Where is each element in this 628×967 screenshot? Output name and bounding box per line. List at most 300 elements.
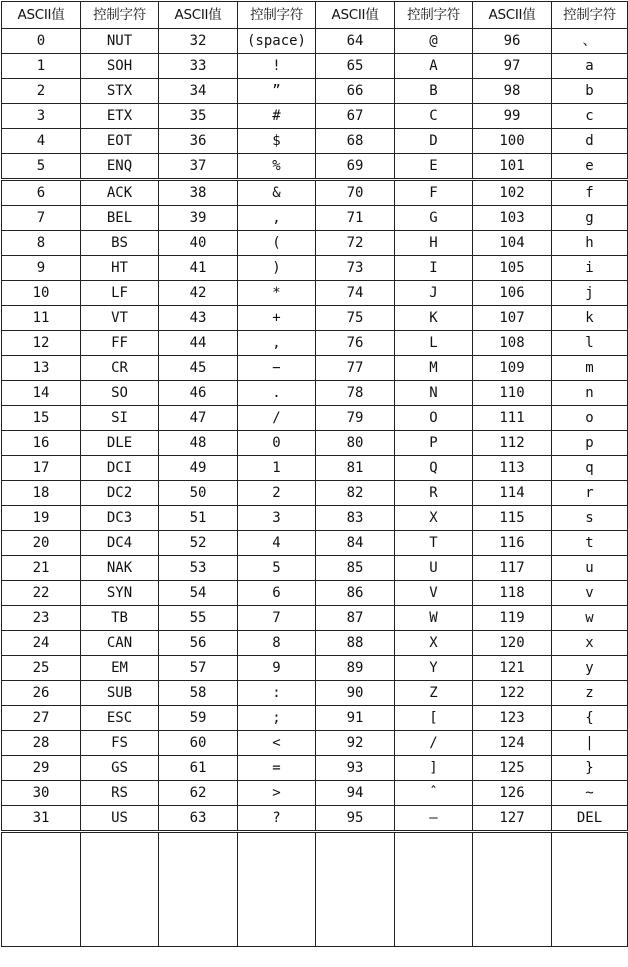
- table-row: [2, 756, 628, 781]
- ascii-value-cell: 34: [159, 79, 238, 104]
- ascii-value-cell: 48: [159, 431, 238, 456]
- ascii-value-cell: 99: [473, 104, 552, 129]
- ascii-value-cell: 104: [473, 231, 552, 256]
- ascii-value-cell: 41: [159, 256, 238, 281]
- control-char-cell: l: [552, 331, 628, 356]
- table-row: [2, 806, 628, 832]
- header-control-char: 控制字符: [552, 2, 628, 29]
- control-char-cell: {: [552, 706, 628, 731]
- control-char-cell: X: [395, 506, 473, 531]
- control-char-cell: =: [238, 756, 316, 781]
- table-row: [2, 681, 628, 706]
- control-char-cell: Y: [395, 656, 473, 681]
- ascii-value-cell: 36: [159, 129, 238, 154]
- control-char-cell: n: [552, 381, 628, 406]
- table-row: [2, 281, 628, 306]
- header-control-char: 控制字符: [81, 2, 159, 29]
- ascii-value-cell: 73: [316, 256, 395, 281]
- control-char-cell: z: [552, 681, 628, 706]
- ascii-value-cell: 22: [2, 581, 81, 606]
- control-char-cell: 8: [238, 631, 316, 656]
- table-row: [2, 431, 628, 456]
- control-char-cell: ˆ: [395, 781, 473, 806]
- control-char-cell: R: [395, 481, 473, 506]
- ascii-value-cell: 68: [316, 129, 395, 154]
- ascii-value-cell: 84: [316, 531, 395, 556]
- ascii-value-cell: 53: [159, 556, 238, 581]
- ascii-value-cell: 51: [159, 506, 238, 531]
- control-char-cell: 3: [238, 506, 316, 531]
- control-char-cell: RS: [81, 781, 159, 806]
- control-char-cell: c: [552, 104, 628, 129]
- ascii-value-cell: 17: [2, 456, 81, 481]
- control-char-cell: <: [238, 731, 316, 756]
- control-char-cell: BEL: [81, 206, 159, 231]
- ascii-value-cell: 63: [159, 806, 238, 832]
- ascii-value-cell: 89: [316, 656, 395, 681]
- ascii-value-cell: 30: [2, 781, 81, 806]
- ascii-value-cell: 56: [159, 631, 238, 656]
- ascii-value-cell: 82: [316, 481, 395, 506]
- control-char-cell: DC2: [81, 481, 159, 506]
- table-row: [2, 706, 628, 731]
- control-char-cell: SYN: [81, 581, 159, 606]
- ascii-value-cell: 29: [2, 756, 81, 781]
- ascii-value-cell: 81: [316, 456, 395, 481]
- ascii-value-cell: 4: [2, 129, 81, 154]
- control-char-cell: @: [395, 29, 473, 54]
- control-char-cell: [: [395, 706, 473, 731]
- table-row: [2, 79, 628, 104]
- control-char-cell: 5: [238, 556, 316, 581]
- ascii-value-cell: 96: [473, 29, 552, 54]
- ascii-value-cell: 115: [473, 506, 552, 531]
- ascii-value-cell: 113: [473, 456, 552, 481]
- control-char-cell: ]: [395, 756, 473, 781]
- ascii-value-cell: 18: [2, 481, 81, 506]
- control-char-cell: L: [395, 331, 473, 356]
- ascii-value-cell: 42: [159, 281, 238, 306]
- ascii-value-cell: 66: [316, 79, 395, 104]
- control-char-cell: H: [395, 231, 473, 256]
- control-char-cell: u: [552, 556, 628, 581]
- ascii-value-cell: 102: [473, 180, 552, 206]
- ascii-value-cell: 35: [159, 104, 238, 129]
- ascii-value-cell: 52: [159, 531, 238, 556]
- control-char-cell: SI: [81, 406, 159, 431]
- control-char-cell: t: [552, 531, 628, 556]
- ascii-value-cell: 75: [316, 306, 395, 331]
- table-row: [2, 456, 628, 481]
- control-char-cell: 2: [238, 481, 316, 506]
- ascii-value-cell: 44: [159, 331, 238, 356]
- control-char-cell: ?: [238, 806, 316, 832]
- control-char-cell: STX: [81, 79, 159, 104]
- ascii-value-cell: 65: [316, 54, 395, 79]
- control-char-cell: NAK: [81, 556, 159, 581]
- ascii-value-cell: 5: [2, 154, 81, 180]
- control-char-cell: 7: [238, 606, 316, 631]
- control-char-cell: 、: [552, 29, 628, 54]
- table-row: [2, 506, 628, 531]
- control-char-cell: s: [552, 506, 628, 531]
- ascii-value-cell: 112: [473, 431, 552, 456]
- ascii-value-cell: 7: [2, 206, 81, 231]
- control-char-cell: .: [238, 381, 316, 406]
- ascii-value-cell: 69: [316, 154, 395, 180]
- control-char-cell: FS: [81, 731, 159, 756]
- table-row: [2, 29, 628, 54]
- ascii-value-cell: 95: [316, 806, 395, 832]
- control-char-cell: SO: [81, 381, 159, 406]
- ascii-value-cell: 23: [2, 606, 81, 631]
- table-row: [2, 256, 628, 281]
- ascii-value-cell: 2: [2, 79, 81, 104]
- control-char-cell: 0: [238, 431, 316, 456]
- ascii-value-cell: 101: [473, 154, 552, 180]
- ascii-value-cell: 55: [159, 606, 238, 631]
- ascii-value-cell: 13: [2, 356, 81, 381]
- control-char-cell: ~: [552, 781, 628, 806]
- control-char-cell: M: [395, 356, 473, 381]
- control-char-cell: B: [395, 79, 473, 104]
- control-char-cell: P: [395, 431, 473, 456]
- ascii-value-cell: 16: [2, 431, 81, 456]
- control-char-cell: +: [238, 306, 316, 331]
- control-char-cell: FF: [81, 331, 159, 356]
- control-char-cell: GS: [81, 756, 159, 781]
- ascii-value-cell: 67: [316, 104, 395, 129]
- control-char-cell: −: [238, 356, 316, 381]
- ascii-value-cell: 83: [316, 506, 395, 531]
- table-row: [2, 581, 628, 606]
- control-char-cell: Z: [395, 681, 473, 706]
- ascii-value-cell: 12: [2, 331, 81, 356]
- ascii-value-cell: 45: [159, 356, 238, 381]
- ascii-value-cell: 40: [159, 231, 238, 256]
- ascii-value-cell: 100: [473, 129, 552, 154]
- control-char-cell: y: [552, 656, 628, 681]
- ascii-value-cell: 108: [473, 331, 552, 356]
- ascii-value-cell: 107: [473, 306, 552, 331]
- table-row: [2, 206, 628, 231]
- control-char-cell: 6: [238, 581, 316, 606]
- control-char-cell: CR: [81, 356, 159, 381]
- table-row: [2, 54, 628, 79]
- control-char-cell: N: [395, 381, 473, 406]
- table-row: [2, 656, 628, 681]
- ascii-value-cell: 106: [473, 281, 552, 306]
- table-row: [2, 556, 628, 581]
- table-row: [2, 781, 628, 806]
- table-row: [2, 631, 628, 656]
- control-char-cell: ): [238, 256, 316, 281]
- ascii-value-cell: 122: [473, 681, 552, 706]
- ascii-value-cell: 27: [2, 706, 81, 731]
- control-char-cell: LF: [81, 281, 159, 306]
- ascii-value-cell: 114: [473, 481, 552, 506]
- control-char-cell: g: [552, 206, 628, 231]
- control-char-cell: k: [552, 306, 628, 331]
- ascii-value-cell: 10: [2, 281, 81, 306]
- control-char-cell: ;: [238, 706, 316, 731]
- control-char-cell: DLE: [81, 431, 159, 456]
- ascii-value-cell: 49: [159, 456, 238, 481]
- control-char-cell: SOH: [81, 54, 159, 79]
- control-char-cell: /: [238, 406, 316, 431]
- ascii-value-cell: 97: [473, 54, 552, 79]
- control-char-cell: C: [395, 104, 473, 129]
- ascii-value-cell: 54: [159, 581, 238, 606]
- ascii-value-cell: 21: [2, 556, 81, 581]
- ascii-value-cell: 62: [159, 781, 238, 806]
- control-char-cell: CAN: [81, 631, 159, 656]
- table-row: [2, 406, 628, 431]
- ascii-value-cell: 9: [2, 256, 81, 281]
- ascii-value-cell: 47: [159, 406, 238, 431]
- control-char-cell: b: [552, 79, 628, 104]
- table-row: [2, 306, 628, 331]
- control-char-cell: ”: [238, 79, 316, 104]
- control-char-cell: ESC: [81, 706, 159, 731]
- control-char-cell: T: [395, 531, 473, 556]
- ascii-value-cell: 74: [316, 281, 395, 306]
- table-row: [2, 180, 628, 206]
- ascii-value-cell: 32: [159, 29, 238, 54]
- control-char-cell: ENQ: [81, 154, 159, 180]
- control-char-cell: ,: [238, 331, 316, 356]
- ascii-value-cell: 3: [2, 104, 81, 129]
- table-row: [2, 104, 628, 129]
- table-row: [2, 606, 628, 631]
- control-char-cell: (: [238, 231, 316, 256]
- control-char-cell: >: [238, 781, 316, 806]
- ascii-value-cell: 31: [2, 806, 81, 832]
- control-char-cell: ACK: [81, 180, 159, 206]
- empty-cell: [2, 832, 81, 947]
- ascii-value-cell: 109: [473, 356, 552, 381]
- table-row: [2, 531, 628, 556]
- ascii-value-cell: 28: [2, 731, 81, 756]
- ascii-value-cell: 120: [473, 631, 552, 656]
- header-ascii-value: ASCII值: [2, 2, 81, 29]
- control-char-cell: q: [552, 456, 628, 481]
- control-char-cell: %: [238, 154, 316, 180]
- control-char-cell: p: [552, 431, 628, 456]
- control-char-cell: w: [552, 606, 628, 631]
- ascii-value-cell: 76: [316, 331, 395, 356]
- ascii-value-cell: 61: [159, 756, 238, 781]
- control-char-cell: HT: [81, 256, 159, 281]
- ascii-value-cell: 125: [473, 756, 552, 781]
- ascii-value-cell: 64: [316, 29, 395, 54]
- control-char-cell: $: [238, 129, 316, 154]
- control-char-cell: U: [395, 556, 473, 581]
- control-char-cell: f: [552, 180, 628, 206]
- ascii-value-cell: 33: [159, 54, 238, 79]
- ascii-value-cell: 59: [159, 706, 238, 731]
- control-char-cell: I: [395, 256, 473, 281]
- control-char-cell: A: [395, 54, 473, 79]
- control-char-cell: G: [395, 206, 473, 231]
- control-char-cell: DCI: [81, 456, 159, 481]
- ascii-value-cell: 37: [159, 154, 238, 180]
- control-char-cell: NUT: [81, 29, 159, 54]
- control-char-cell: x: [552, 631, 628, 656]
- ascii-value-cell: 94: [316, 781, 395, 806]
- empty-cell: [238, 832, 316, 947]
- ascii-value-cell: 14: [2, 381, 81, 406]
- ascii-value-cell: 118: [473, 581, 552, 606]
- control-char-cell: V: [395, 581, 473, 606]
- control-char-cell: SUB: [81, 681, 159, 706]
- ascii-value-cell: 87: [316, 606, 395, 631]
- ascii-value-cell: 110: [473, 381, 552, 406]
- ascii-value-cell: 117: [473, 556, 552, 581]
- control-char-cell: W: [395, 606, 473, 631]
- control-char-cell: r: [552, 481, 628, 506]
- ascii-value-cell: 71: [316, 206, 395, 231]
- control-char-cell: /: [395, 731, 473, 756]
- ascii-value-cell: 20: [2, 531, 81, 556]
- ascii-value-cell: 39: [159, 206, 238, 231]
- control-char-cell: d: [552, 129, 628, 154]
- ascii-value-cell: 19: [2, 506, 81, 531]
- control-char-cell: :: [238, 681, 316, 706]
- header-row: [2, 2, 628, 29]
- control-char-cell: }: [552, 756, 628, 781]
- control-char-cell: ETX: [81, 104, 159, 129]
- table-header: [2, 2, 628, 29]
- table-row: [2, 731, 628, 756]
- empty-cell: [395, 832, 473, 947]
- ascii-value-cell: 119: [473, 606, 552, 631]
- control-char-cell: O: [395, 406, 473, 431]
- ascii-value-cell: 26: [2, 681, 81, 706]
- table-row: [2, 481, 628, 506]
- table-row: [2, 381, 628, 406]
- ascii-value-cell: 6: [2, 180, 81, 206]
- ascii-value-cell: 98: [473, 79, 552, 104]
- ascii-value-cell: 50: [159, 481, 238, 506]
- ascii-value-cell: 91: [316, 706, 395, 731]
- ascii-value-cell: 72: [316, 231, 395, 256]
- control-char-cell: 1: [238, 456, 316, 481]
- ascii-value-cell: 123: [473, 706, 552, 731]
- ascii-value-cell: 8: [2, 231, 81, 256]
- ascii-value-cell: 92: [316, 731, 395, 756]
- ascii-value-cell: 58: [159, 681, 238, 706]
- control-char-cell: v: [552, 581, 628, 606]
- table-body: [2, 29, 628, 947]
- table-row: [2, 231, 628, 256]
- ascii-value-cell: 116: [473, 531, 552, 556]
- table-row: [2, 331, 628, 356]
- control-char-cell: |: [552, 731, 628, 756]
- ascii-value-cell: 60: [159, 731, 238, 756]
- ascii-value-cell: 127: [473, 806, 552, 832]
- ascii-value-cell: 126: [473, 781, 552, 806]
- table-row: [2, 356, 628, 381]
- ascii-value-cell: 103: [473, 206, 552, 231]
- ascii-value-cell: 57: [159, 656, 238, 681]
- empty-cell: [81, 832, 159, 947]
- control-char-cell: DEL: [552, 806, 628, 832]
- ascii-value-cell: 1: [2, 54, 81, 79]
- control-char-cell: X: [395, 631, 473, 656]
- empty-cell: [552, 832, 628, 947]
- ascii-value-cell: 85: [316, 556, 395, 581]
- header-control-char: 控制字符: [238, 2, 316, 29]
- ascii-value-cell: 38: [159, 180, 238, 206]
- control-char-cell: &: [238, 180, 316, 206]
- control-char-cell: US: [81, 806, 159, 832]
- control-char-cell: DC3: [81, 506, 159, 531]
- empty-cell: [473, 832, 552, 947]
- control-char-cell: D: [395, 129, 473, 154]
- header-ascii-value: ASCII值: [473, 2, 552, 29]
- control-char-cell: 9: [238, 656, 316, 681]
- control-char-cell: TB: [81, 606, 159, 631]
- control-char-cell: e: [552, 154, 628, 180]
- ascii-value-cell: 78: [316, 381, 395, 406]
- control-char-cell: —: [395, 806, 473, 832]
- empty-cell: [316, 832, 395, 947]
- ascii-value-cell: 0: [2, 29, 81, 54]
- ascii-value-cell: 11: [2, 306, 81, 331]
- control-char-cell: DC4: [81, 531, 159, 556]
- ascii-value-cell: 93: [316, 756, 395, 781]
- ascii-value-cell: 24: [2, 631, 81, 656]
- ascii-value-cell: 105: [473, 256, 552, 281]
- control-char-cell: 4: [238, 531, 316, 556]
- ascii-value-cell: 25: [2, 656, 81, 681]
- empty-cell: [159, 832, 238, 947]
- ascii-value-cell: 90: [316, 681, 395, 706]
- control-char-cell: a: [552, 54, 628, 79]
- control-char-cell: !: [238, 54, 316, 79]
- control-char-cell: #: [238, 104, 316, 129]
- ascii-value-cell: 43: [159, 306, 238, 331]
- ascii-value-cell: 15: [2, 406, 81, 431]
- ascii-value-cell: 77: [316, 356, 395, 381]
- ascii-table: [1, 1, 628, 947]
- ascii-value-cell: 124: [473, 731, 552, 756]
- ascii-value-cell: 111: [473, 406, 552, 431]
- ascii-value-cell: 88: [316, 631, 395, 656]
- header-ascii-value: ASCII值: [316, 2, 395, 29]
- ascii-value-cell: 121: [473, 656, 552, 681]
- table-row: [2, 154, 628, 180]
- control-char-cell: VT: [81, 306, 159, 331]
- control-char-cell: BS: [81, 231, 159, 256]
- control-char-cell: F: [395, 180, 473, 206]
- header-control-char: 控制字符: [395, 2, 473, 29]
- empty-row: [2, 832, 628, 947]
- control-char-cell: o: [552, 406, 628, 431]
- control-char-cell: (space): [238, 29, 316, 54]
- control-char-cell: EOT: [81, 129, 159, 154]
- control-char-cell: m: [552, 356, 628, 381]
- ascii-value-cell: 46: [159, 381, 238, 406]
- control-char-cell: *: [238, 281, 316, 306]
- ascii-value-cell: 86: [316, 581, 395, 606]
- control-char-cell: ,: [238, 206, 316, 231]
- header-ascii-value: ASCII值: [159, 2, 238, 29]
- ascii-value-cell: 70: [316, 180, 395, 206]
- control-char-cell: EM: [81, 656, 159, 681]
- control-char-cell: E: [395, 154, 473, 180]
